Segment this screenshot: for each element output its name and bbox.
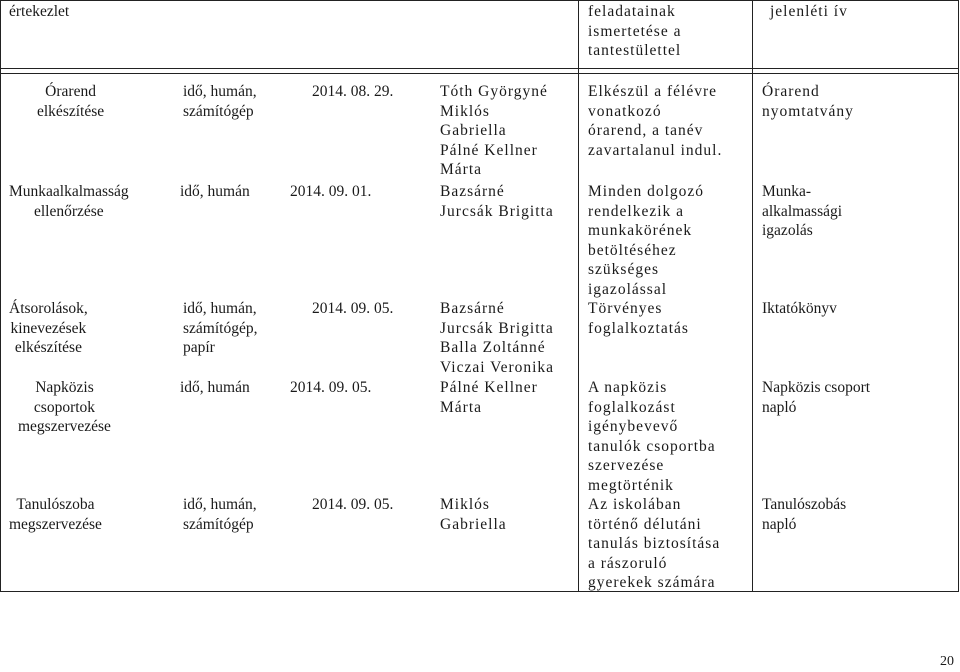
row-2-responsible: Bazsárné Jurcsák Brigitta xyxy=(440,183,554,220)
row-5-evidence: Tanulószobás napló xyxy=(762,496,847,533)
row-1-evidence: Órarend nyomtatvány xyxy=(762,83,854,120)
page-number: 20 xyxy=(940,654,954,669)
row-separator xyxy=(0,591,959,592)
row-2-activity: Munkaalkalmasság ellenőrzése xyxy=(9,183,129,220)
header-col-evidence: jelenléti ív xyxy=(770,3,848,20)
row-2-date: 2014. 09. 01. xyxy=(290,183,372,200)
row-3-resources: idő, humán, számítógép, papír xyxy=(183,300,258,356)
row-3-activity: Átsorolások, kinevezések elkészítése xyxy=(9,300,88,356)
row-5-date: 2014. 09. 05. xyxy=(312,496,394,513)
column-border xyxy=(958,0,959,592)
column-border xyxy=(0,0,1,592)
row-1-activity: Órarend elkészítése xyxy=(37,83,105,120)
row-2-evidence: Munka- alkalmassági igazolás xyxy=(762,183,843,239)
row-3-indicator: Törvényes foglalkoztatás xyxy=(588,300,689,337)
row-1-resources: idő, humán, számítógép xyxy=(183,83,257,120)
row-4-activity: Napközis csoportok megszervezése xyxy=(18,379,111,435)
row-3-responsible: Bazsárné Jurcsák Brigitta Balla Zoltánné Viczai Veronika xyxy=(440,300,555,376)
column-border xyxy=(752,0,753,592)
row-5-activity: Tanulószoba megszervezése xyxy=(9,496,102,533)
row-4-indicator: A napközis foglalkozást igénybevevő tanulók csoportba szervezése megtörténik xyxy=(588,379,716,494)
row-4-date: 2014. 09. 05. xyxy=(290,379,372,396)
row-2-indicator: Minden dolgozó rendelkezik a munkakörének betöltéséhez szükséges igazolással xyxy=(588,183,705,298)
row-5-resources: idő, humán, számítógép xyxy=(183,496,257,533)
row-4-evidence: Napközis csoport napló xyxy=(762,379,871,416)
header-col-indicator: feladatainak ismertetése a tantestülettel xyxy=(588,3,682,59)
row-1-responsible: Tóth Györgyné Miklós Gabriella Pálné Kellner Márta xyxy=(440,83,548,178)
row-4-resources: idő, humán xyxy=(180,379,250,396)
row-4-responsible: Pálné Kellner Márta xyxy=(440,379,538,416)
row-1-date: 2014. 08. 29. xyxy=(312,83,394,100)
row-separator xyxy=(0,73,959,74)
header-col-activity: értekezlet xyxy=(9,3,70,20)
row-5-indicator: Az iskolában történő délutáni tanulás biztosítása a rászoruló gyerekek számára xyxy=(588,496,721,591)
column-border xyxy=(578,0,579,592)
header-bottom-border xyxy=(0,68,959,69)
table-top-border xyxy=(0,0,959,1)
row-3-evidence: Iktatókönyv xyxy=(762,300,837,317)
row-1-indicator: Elkészül a félévre vonatkozó órarend, a tanév zavartalanul indul. xyxy=(588,83,723,159)
row-2-resources: idő, humán xyxy=(180,183,250,200)
row-3-date: 2014. 09. 05. xyxy=(312,300,394,317)
row-5-responsible: Miklós Gabriella xyxy=(440,496,507,533)
